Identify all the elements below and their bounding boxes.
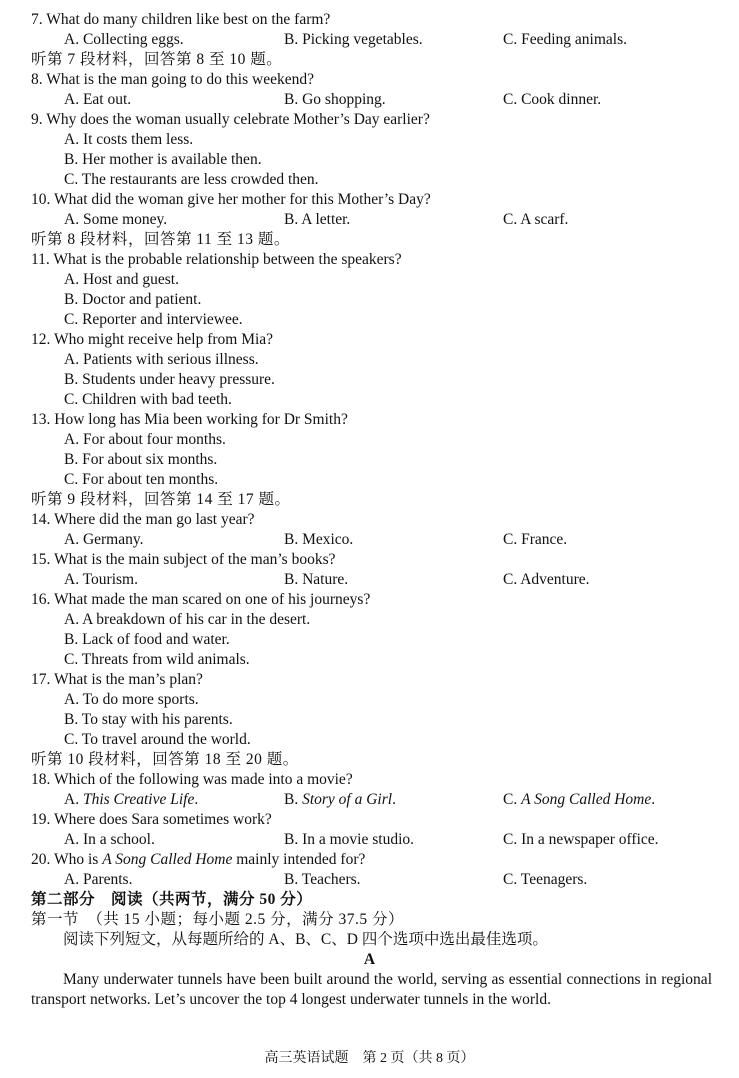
options-14 [0,530,739,550]
option-a: A. Some money. [64,211,168,228]
passage-label: A [363,951,376,968]
question-15 [0,550,739,570]
option-c: C. A scarf. [503,211,569,228]
instruction: 阅读下列短文，从每题所给的 A、B、C、D 四个选项中选出最佳选项。 [63,931,548,948]
options-18 [0,790,739,810]
section-heading-9: 听第 9 段材料，回答第 14 至 17 题。 [31,491,291,508]
question-12 [0,330,739,350]
option-a: A. Tourism. [64,571,138,588]
question-text: 9. Why does the woman usually celebrate Mother’s Day earlier? [31,111,430,128]
question-9 [0,110,739,130]
option-b: B. Go shopping. [284,91,386,108]
question-text: 12. Who might receive help from Mia? [31,331,274,348]
question-text: 18. Which of the following was made into a movie? [31,771,353,788]
question-19 [0,810,739,830]
option-17b: B. To stay with his parents. [64,711,233,728]
page-footer: 高三英语试题 第 2 页（共 8 页） [264,1051,475,1066]
question-text: 7. What do many children like best on the farm? [31,11,331,28]
option-b: B. Story of a Girl. [284,791,396,808]
question-18 [0,770,739,790]
option-12b: B. Students under heavy pressure. [64,371,275,388]
question-text: 8. What is the man going to do this weekend? [31,71,314,88]
section-heading-10: 听第 10 段材料，回答第 18 至 20 题。 [31,751,299,768]
option-b: B. Nature. [284,571,349,588]
option-c: C. France. [503,531,568,548]
question-13 [0,410,739,430]
question-10 [0,190,739,210]
option-b: B. A letter. [284,211,351,228]
part2-heading: 第二部分 阅读（共两节，满分 50 分） [31,891,313,908]
option-a: A. Collecting eggs. [64,31,184,48]
question-17 [0,670,739,690]
question-text: 14. Where did the man go last year? [31,511,255,528]
option-a: A. Parents. [64,871,133,888]
passage-paragraph: Many underwater tunnels have been built around the world, serving as essential connections in regional transport networks. Let’s uncover the top 4 longest underwater tunnels in the world. [31,971,712,1008]
question-16 [0,590,739,610]
option-13b: B. For about six months. [64,451,218,468]
option-b: B. Teachers. [284,871,361,888]
question-20 [0,850,739,870]
options-8 [0,90,739,110]
option-c: C. Feeding animals. [503,31,627,48]
option-a: A. Germany. [64,531,144,548]
question-text: 16. What made the man scared on one of his journeys? [31,591,371,608]
question-text: 11. What is the probable relationship between the speakers? [31,251,402,268]
options-15 [0,570,739,590]
option-c: C. Teenagers. [503,871,588,888]
options-20 [0,870,739,890]
option-12c: C. Children with bad teeth. [64,391,232,408]
options-7 [0,30,739,50]
question-7 [0,10,739,30]
option-a: A. In a school. [64,831,155,848]
options-10 [0,210,739,230]
option-c: C. Adventure. [503,571,590,588]
option-17a: A. To do more sports. [64,691,199,708]
question-text: 15. What is the main subject of the man’s books? [31,551,336,568]
option-16c: C. Threats from wild animals. [64,651,250,668]
question-8 [0,70,739,90]
option-c: C. A Song Called Home. [503,791,656,808]
option-b: B. In a movie studio. [284,831,415,848]
option-16b: B. Lack of food and water. [64,631,230,648]
option-9a: A. It costs them less. [64,131,194,148]
option-9b: B. Her mother is available then. [64,151,262,168]
question-text: 13. How long has Mia been working for Dr Smith? [31,411,348,428]
question-text: 19. Where does Sara sometimes work? [31,811,272,828]
option-9c: C. The restaurants are less crowded then. [64,171,319,188]
option-a: A. This Creative Life. [64,791,199,808]
option-a: A. Eat out. [64,91,132,108]
question-text: 20. Who is A Song Called Home mainly intended for? [31,851,366,868]
option-11a: A. Host and guest. [64,271,179,288]
option-16a: A. A breakdown of his car in the desert. [64,611,311,628]
option-13c: C. For about ten months. [64,471,219,488]
question-text: 10. What did the woman give her mother for this Mother’s Day? [31,191,431,208]
option-c: C. In a newspaper office. [503,831,659,848]
option-c: C. Cook dinner. [503,91,602,108]
option-17c: C. To travel around the world. [64,731,251,748]
section-heading-7: 听第 7 段材料，回答第 8 至 10 题。 [31,51,283,68]
option-11c: C. Reporter and interviewee. [64,311,243,328]
options-19 [0,830,739,850]
option-b: B. Mexico. [284,531,354,548]
part2-section1-heading: 第一节 （共 15 小题；每小题 2.5 分，满分 37.5 分） [31,911,405,928]
option-11b: B. Doctor and patient. [64,291,202,308]
question-text: 17. What is the man’s plan? [31,671,203,688]
question-11 [0,250,739,270]
option-b: B. Picking vegetables. [284,31,423,48]
option-13a: A. For about four months. [64,431,226,448]
question-14 [0,510,739,530]
section-heading-8: 听第 8 段材料，回答第 11 至 13 题。 [31,231,290,248]
option-12a: A. Patients with serious illness. [64,351,259,368]
